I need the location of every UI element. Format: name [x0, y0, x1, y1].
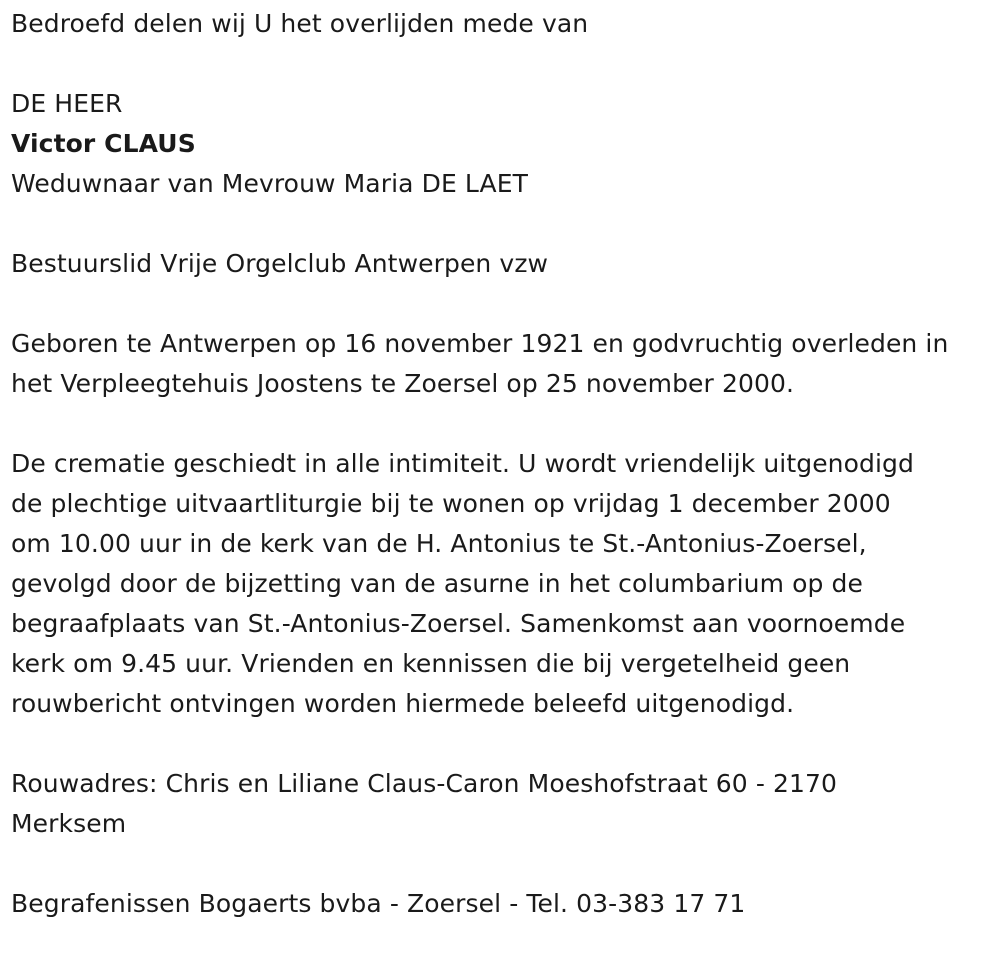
- address-line: Merksem: [11, 809, 127, 838]
- ceremony-line: De crematie geschiedt in alle intimiteit. U wordt vriendelijk uitgenodigd: [11, 449, 914, 478]
- ceremony-line: rouwbericht ontvingen worden hiermede beleefd uitgenodigd.: [11, 689, 795, 718]
- intro-text: Bedroefd delen wij U het overlijden mede van: [11, 9, 589, 38]
- widower-of: Weduwnaar van Mevrouw Maria DE LAET: [11, 169, 528, 198]
- ceremony-line: kerk om 9.45 uur. Vrienden en kennissen die bij vergetelheid geen: [11, 649, 851, 678]
- ceremony-line: de plechtige uitvaartliturgie bij te wonen op vrijdag 1 december 2000: [11, 489, 891, 518]
- deceased-name: Victor CLAUS: [11, 129, 196, 158]
- address-line: Rouwadres: Chris en Liliane Claus-Caron Moeshofstraat 60 - 2170: [11, 769, 838, 798]
- birth-death-line: Geboren te Antwerpen op 16 november 1921 en godvruchtig overleden in: [11, 329, 949, 358]
- obituary-document: [11, 4, 996, 924]
- role-text: Bestuurslid Vrije Orgelclub Antwerpen vzw: [11, 249, 549, 278]
- birth-death-line: het Verpleegtehuis Joostens te Zoersel op 25 november 2000.: [11, 369, 795, 398]
- ceremony-line: begraafplaats van St.-Antonius-Zoersel. Samenkomst aan voornoemde: [11, 609, 906, 638]
- undertaker-line: Begrafenissen Bogaerts bvba - Zoersel - Tel. 03-383 17 71: [11, 889, 746, 918]
- ceremony-line: gevolgd door de bijzetting van de asurne in het columbarium op de: [11, 569, 863, 598]
- title-prefix: DE HEER: [11, 89, 123, 118]
- ceremony-line: om 10.00 uur in de kerk van de H. Antonius te St.-Antonius-Zoersel,: [11, 529, 867, 558]
